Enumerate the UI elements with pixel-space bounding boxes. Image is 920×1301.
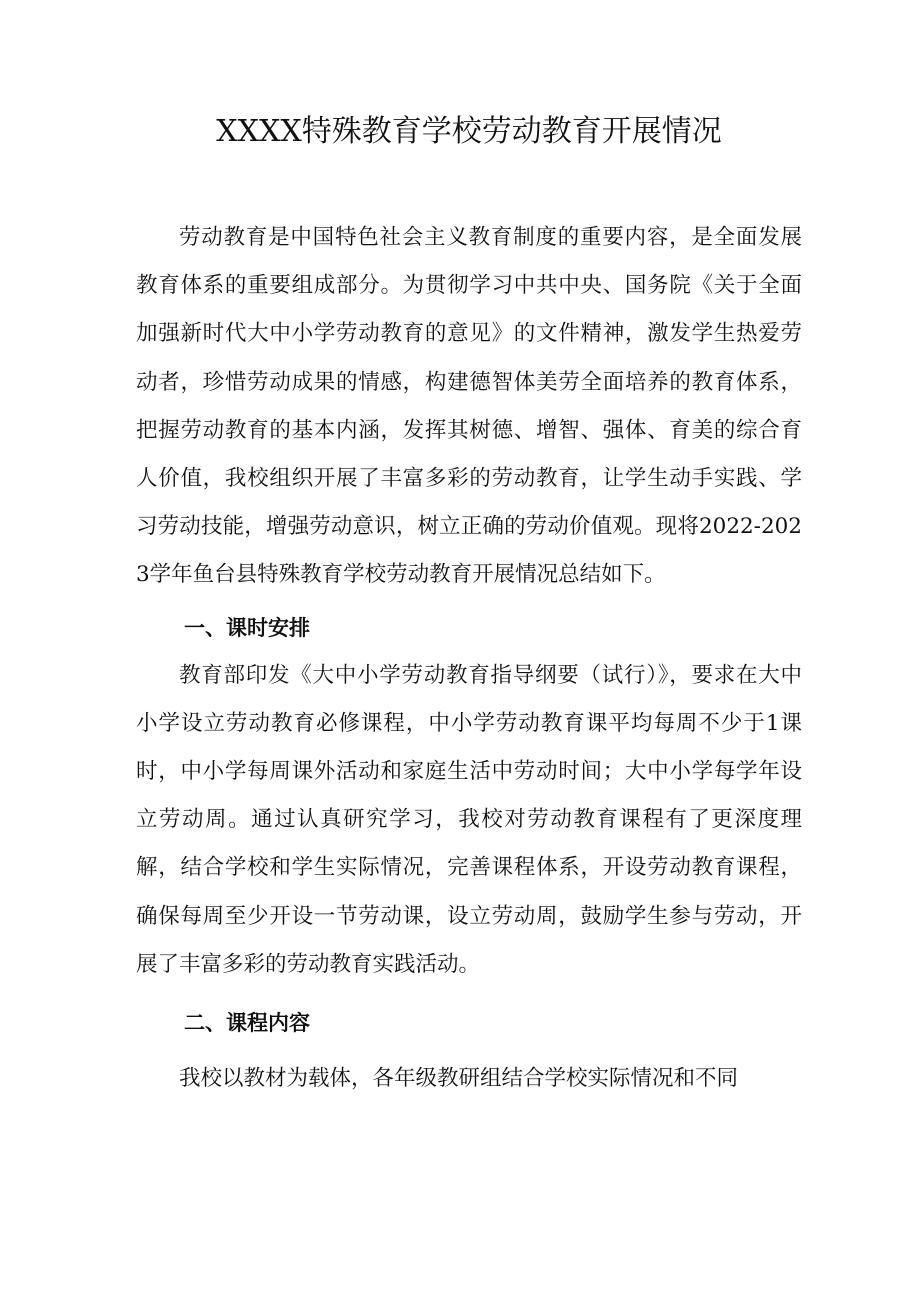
section-heading-content: 二、课程内容: [184, 1011, 310, 1036]
content-paragraph: 我校以教材为载体，各年级教研组结合学校实际情况和不同: [179, 1066, 739, 1092]
schedule-paragraph: 教育部印发《大中小学劳动教育指导纲要（试行）》，要求在大中小学设立劳动教育必修课程，中小学劳动教育课平均每周不少于1课时，中小学每周课外活动和家庭生活中劳动时间；大中小学每学年设立劳动周。通过认真研究学习，我校对劳动教育课程有了更深度理解，结合学校和学生实际情况，完善课程体系，开设劳动教育课程，确保每周至少开设一节劳动课，设立劳动周，鼓励学生参与劳动，开展了丰富多彩的劳动教育实践活动。: [136, 662, 802, 977]
section-heading-schedule: 一、课时安排: [184, 615, 310, 640]
intro-paragraph: 劳动教育是中国特色社会主义教育制度的重要内容，是全面发展教育体系的重要组成部分。为贯彻学习中共中央、国务院《关于全面加强新时代大中小学劳动教育的意见》的文件精神，激发学生热爱劳动者，珍惜劳动成果的情感，构建德智体美劳全面培养的教育体系，把握劳动教育的基本内涵，发挥其树德、增智、强体、育美的综合育人价值，我校组织开展了丰富多彩的劳动教育，让学生动手实践、学习劳动技能，增强劳动意识，树立正确的劳动价值观。现将2022-2023学年鱼台县特殊教育学校劳动教育开展情况总结如下。: [136, 225, 802, 588]
document-title: XXXX特殊教育学校劳动教育开展情况: [216, 114, 722, 149]
